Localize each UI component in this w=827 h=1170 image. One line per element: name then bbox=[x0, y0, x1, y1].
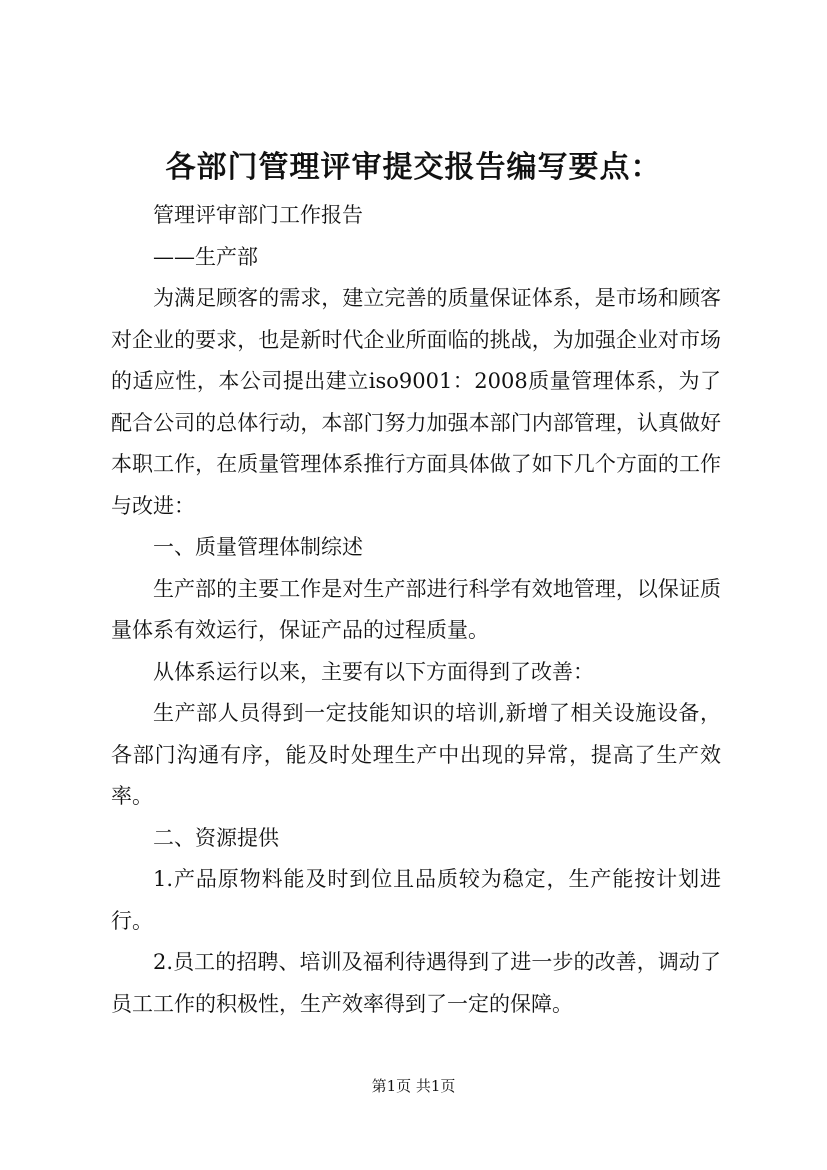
page-number-footer: 第1页 共1页 bbox=[371, 1077, 456, 1095]
section-1-paragraph-3: 生产部人员得到一定技能知识的培训,新增了相关设施设备，各部门沟通有序，能及时处理生产中出现的异常，提高了生产效率。 bbox=[111, 701, 721, 808]
document-title: 各部门管理评审提交报告编写要点： bbox=[165, 150, 662, 185]
section-heading-2: 二、资源提供 bbox=[153, 825, 279, 850]
report-heading: 管理评审部门工作报告 bbox=[153, 203, 363, 227]
section-2-item-1: 1.产品原物料能及时到位且品质较为稳定，生产能按计划进行。 bbox=[111, 867, 721, 933]
section-heading-1: 一、质量管理体制综述 bbox=[153, 535, 363, 559]
department-name: ——生产部 bbox=[153, 244, 258, 269]
intro-paragraph: 为满足顾客的需求，建立完善的质量保证体系，是市场和顾客对企业的要求，也是新时代企业所面临的挑战，为加强企业对市场的适应性，本公司提出建立iso9001：2008质量管理体系，为了配合公司的总体行动，本部门努力加强本部门内部管理，认真做好本职工作，在质量管理体系推行方面具体做了如下几个方面的工作与改进： bbox=[111, 286, 721, 518]
section-1-paragraph-1: 生产部的主要工作是对生产部进行科学有效地管理，以保证质量体系有效运行，保证产品的过程质量。 bbox=[111, 576, 721, 642]
section-2-item-2: 2.员工的招聘、培训及福利待遇得到了进一步的改善，调动了员工工作的积极性，生产效率得到了一定的保障。 bbox=[111, 950, 721, 1016]
document-body bbox=[111, 195, 721, 1025]
section-1-paragraph-2: 从体系运行以来，主要有以下方面得到了改善： bbox=[153, 659, 594, 684]
